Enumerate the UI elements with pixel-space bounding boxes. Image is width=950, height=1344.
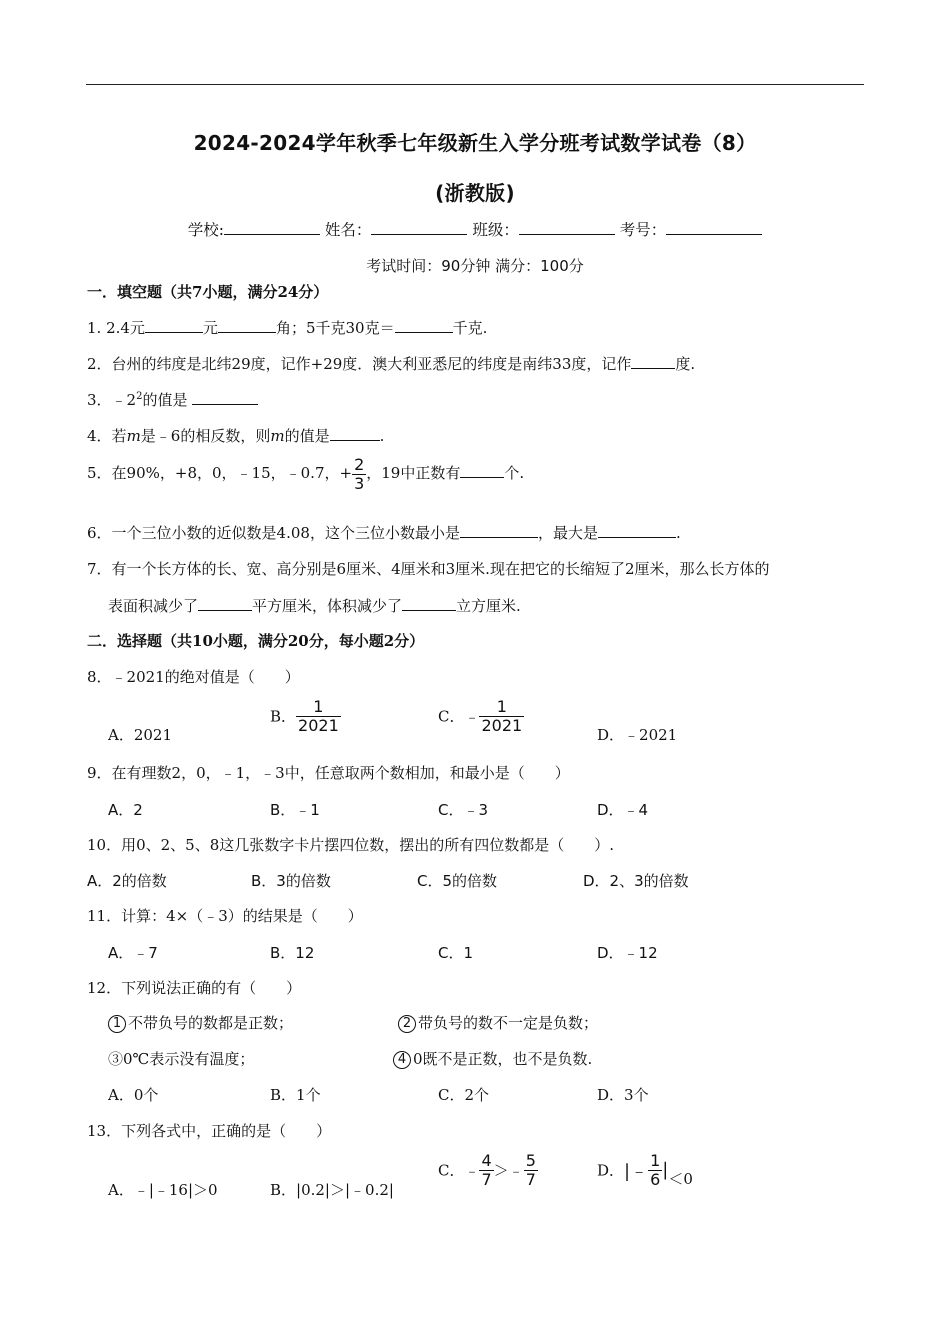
statement-4: 4 0既不是正数，也不是负数. — [393, 1048, 592, 1069]
answer-blank[interactable] — [145, 318, 203, 333]
header-rule — [86, 84, 864, 85]
answer-blank[interactable] — [192, 390, 258, 405]
class-blank[interactable] — [519, 220, 615, 235]
option-a[interactable]: A．2021 — [108, 726, 173, 744]
option-c[interactable]: C．﹣3 — [438, 801, 489, 819]
option-b[interactable]: B．1个 — [270, 1086, 321, 1104]
option-c[interactable]: C．2个 — [438, 1086, 490, 1104]
fraction: $\frac{4}{7}$ — [481, 1151, 492, 1189]
fraction: $\frac{1}{6}$ — [650, 1151, 661, 1189]
question-6: 6．一个三位小数的近似数是4.08，这个三位小数最小是 ，最大是 . — [87, 524, 681, 542]
option-b[interactable]: B． $\frac{1}{2021}$ — [270, 697, 339, 735]
answer-blank[interactable] — [460, 523, 538, 538]
option-d[interactable]: D．﹣4 — [597, 801, 649, 819]
circled-number: 4 — [393, 1051, 411, 1069]
class-label: 班级： — [472, 221, 519, 239]
option-b[interactable]: B．12 — [270, 944, 315, 962]
answer-blank[interactable] — [395, 318, 453, 333]
question-9: 9．在有理数2，0，﹣1，﹣3中，任意取两个数相加，和最小是（ ） — [87, 764, 570, 782]
option-a[interactable]: A．﹣7 — [108, 944, 158, 962]
answer-blank[interactable] — [460, 463, 504, 478]
answer-blank[interactable] — [598, 523, 676, 538]
number-blank[interactable] — [666, 220, 762, 235]
option-d[interactable]: D．2、3的倍数 — [583, 872, 689, 890]
fraction: $\frac{2}{3}$ — [354, 455, 365, 493]
statement-3: ③0℃表示没有温度； — [108, 1050, 255, 1068]
option-d[interactable]: D．|﹣ $\frac{1}{6}$ |＜0 — [597, 1151, 693, 1189]
doc-title: 2024-2024学年秋季七年级新生入学分班考试数学试卷（8） — [193, 131, 757, 155]
question-5: 5．在90%，+8，0，﹣15，﹣0.7，+ $\frac{2}{3}$ ，19中正数有 个. — [87, 455, 525, 493]
circled-number: 1 — [108, 1015, 126, 1033]
option-d[interactable]: D．3个 — [597, 1086, 649, 1104]
answer-blank[interactable] — [198, 596, 252, 611]
option-d[interactable]: D．﹣12 — [597, 944, 658, 962]
option-c[interactable]: C．﹣ $\frac{1}{2021}$ — [438, 697, 523, 735]
section1-heading: 一．填空题（共7小题，满分24分） — [87, 283, 329, 301]
statement-1: 1 不带负号的数都是正数； — [108, 1012, 293, 1033]
doc-edition: (浙教版) — [435, 181, 515, 205]
option-b[interactable]: B．|0.2|＞|﹣0.2| — [270, 1181, 394, 1199]
question-3: 3．$﹣2^2$的值是 — [87, 389, 258, 410]
question-1: 1. 2.4元 元 角；5千克30克＝ 千克. — [87, 319, 488, 337]
option-a[interactable]: A．2 — [108, 801, 143, 819]
section2-heading: 二．选择题（共10小题，满分20分，每小题2分） — [87, 632, 425, 650]
answer-blank[interactable] — [218, 318, 276, 333]
statement-2: 2 带负号的数不一定是负数； — [398, 1012, 598, 1033]
fraction: $\frac{5}{7}$ — [525, 1151, 536, 1189]
option-b[interactable]: B．﹣1 — [270, 801, 320, 819]
option-b[interactable]: B．3的倍数 — [251, 872, 331, 890]
question-11: 11．计算：4×（﹣3）的结果是（ ） — [87, 907, 363, 925]
circled-number: 2 — [398, 1015, 416, 1033]
school-label: 学校: — [187, 221, 224, 239]
question-7-cont: 表面积减少了 平方厘米，体积减少了 立方厘米. — [108, 597, 521, 615]
question-2: 2．台州的纬度是北纬29度，记作+29度．澳大利亚悉尼的纬度是南纬33度，记作 度. — [87, 355, 696, 373]
question-8: 8．﹣2021的绝对值是（ ） — [87, 668, 300, 686]
student-info-row — [0, 218, 950, 240]
question-7: 7．有一个长方体的长、宽、高分别是6厘米、4厘米和3厘米.现在把它的长缩短了2厘米，那么长方体的 — [87, 560, 770, 578]
fraction: $\frac{1}{2021}$ — [298, 697, 339, 735]
exam-info: 考试时间：90分钟 满分：100分 — [366, 257, 584, 275]
name-label: 姓名： — [324, 221, 372, 239]
fraction: $\frac{1}{2021}$ — [481, 697, 523, 735]
question-4: 4．若m是﹣6的相反数，则m的值是 . — [87, 427, 385, 445]
option-c[interactable]: C．1 — [438, 944, 474, 962]
answer-blank[interactable] — [631, 354, 675, 369]
option-d[interactable]: D．﹣2021 — [597, 726, 678, 744]
option-c[interactable]: C．5的倍数 — [417, 872, 498, 890]
answer-blank[interactable] — [330, 426, 380, 441]
question-10: 10．用0、2、5、8这几张数字卡片摆四位数，摆出的所有四位数都是（ ）. — [87, 836, 615, 854]
answer-blank[interactable] — [402, 596, 456, 611]
question-12: 12．下列说法正确的有（ ） — [87, 979, 302, 997]
number-label: 考号： — [619, 221, 667, 239]
option-a[interactable]: A．2的倍数 — [87, 872, 167, 890]
school-blank[interactable] — [224, 220, 320, 235]
name-blank[interactable] — [371, 220, 467, 235]
option-a[interactable]: A．﹣|﹣16|＞0 — [108, 1181, 218, 1199]
question-13: 13．下列各式中，正确的是（ ） — [87, 1122, 332, 1140]
option-a[interactable]: A．0个 — [108, 1086, 159, 1104]
option-c[interactable]: C．﹣ $\frac{4}{7}$ ＞﹣ $\frac{5}{7}$ — [438, 1151, 536, 1189]
